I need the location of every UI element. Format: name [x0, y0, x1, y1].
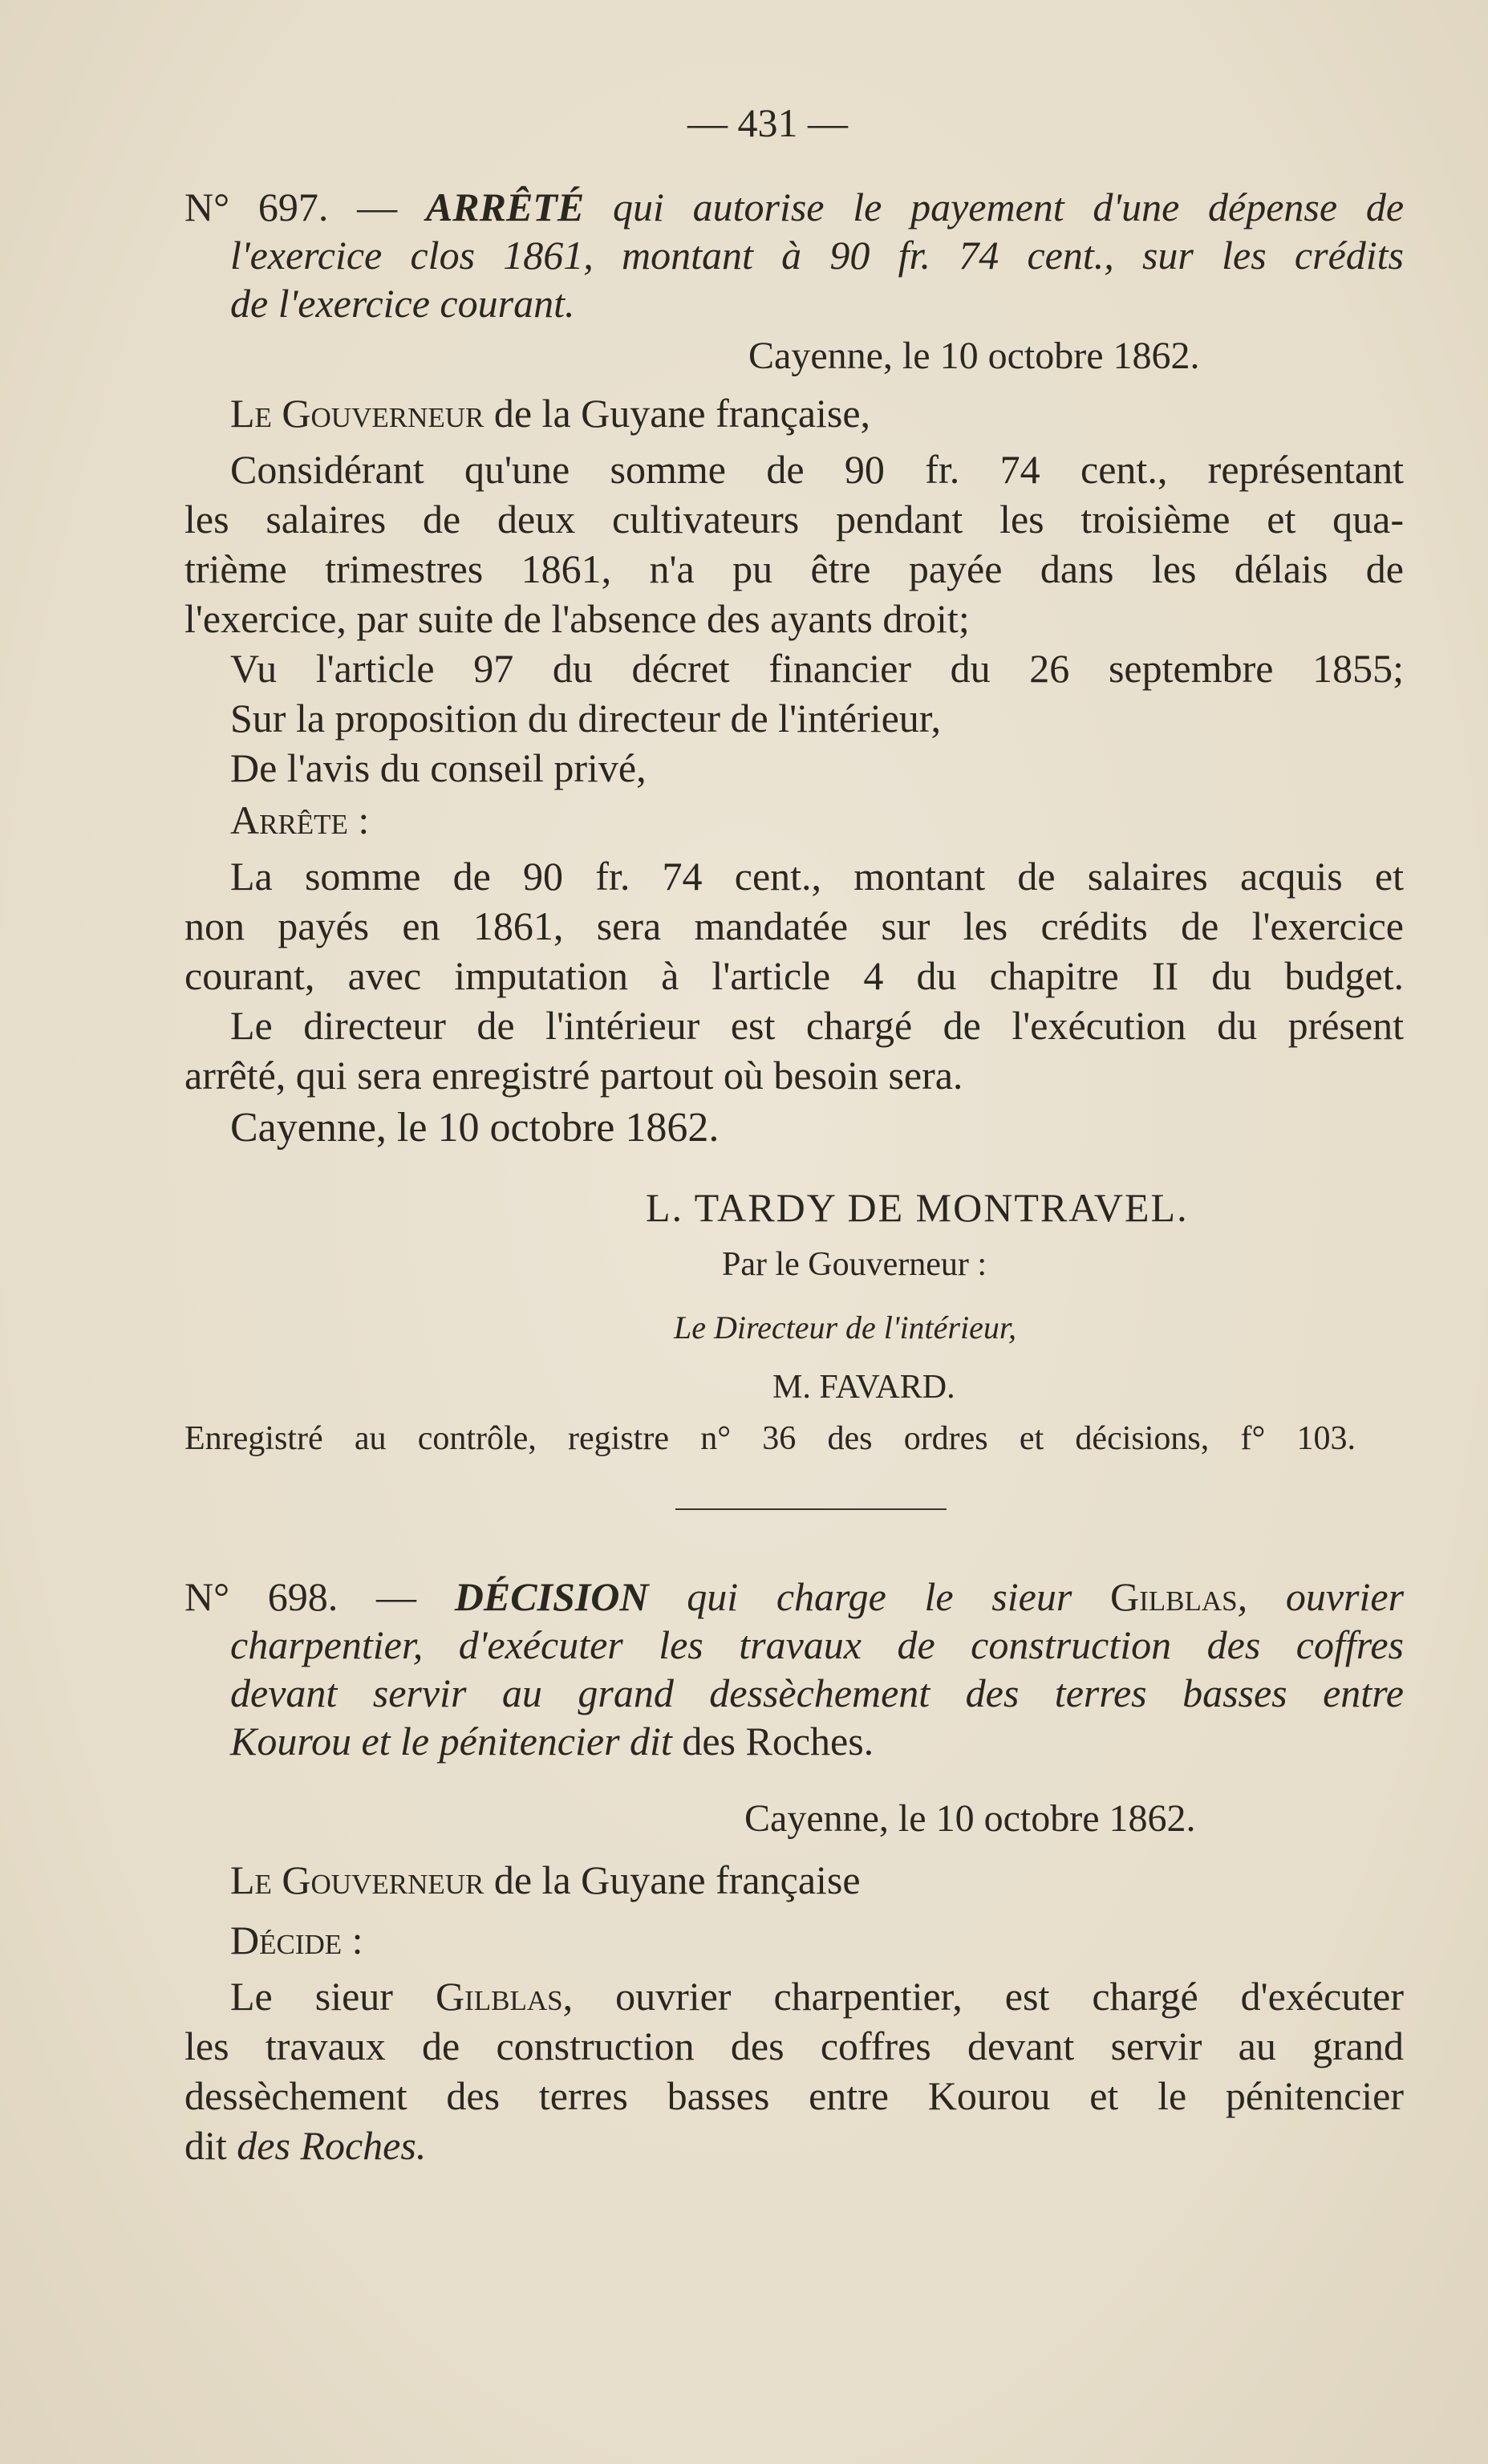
act-697-sur: Sur la proposition du directeur de l'intérieur,: [230, 696, 941, 741]
act-697-countersign: M. FAVARD.: [772, 1369, 955, 1406]
act-697-article-2: non payés en 1861, sera mandatée sur les crédits de l'exercice: [184, 903, 1404, 948]
act-697-considerant-1: Considérant qu'une somme de 90 fr. 74 cent., représentant: [230, 447, 1404, 492]
act-697-article-3: courant, avec imputation à l'article 4 du chapitre II du budget.: [184, 953, 1404, 998]
article-word: dit: [184, 2123, 227, 2168]
act-number: N° 698. —: [184, 1574, 417, 1619]
article-rest: , ouvrier charpentier, est chargé d'exécuter: [562, 1974, 1404, 2019]
act-697-vu: Vu l'article 97 du décret financier du 26 septembre 1855;: [230, 646, 1404, 691]
governor-title: Le Gouverneur: [230, 1857, 485, 1902]
act-summary-end: , ouvrier: [1237, 1574, 1405, 1619]
page-number: — 431 —: [687, 100, 848, 145]
person-name: Gilblas: [1110, 1574, 1238, 1619]
act-697-par-le-gouverneur: Par le Gouverneur :: [722, 1246, 987, 1283]
governor-rest: de la Guyane française,: [493, 391, 871, 436]
act-697-heading-line-2: l'exercice clos 1861, montant à 90 fr. 74 cent., sur les crédits: [230, 233, 1404, 278]
act-697-governor: [230, 391, 871, 436]
act-698-heading-line-2: charpentier, d'exécuter les travaux de construction des coffres: [230, 1622, 1404, 1667]
act-summary: qui charge le sieur: [687, 1574, 1072, 1619]
act-698-article-3: dessèchement des terres basses entre Kourou et le pénitencier: [184, 2073, 1404, 2118]
act-number: N° 697. —: [184, 185, 398, 229]
act-697-heading-line-3: de l'exercice courant.: [230, 281, 575, 326]
act-697-signature: L. TARDY DE MONTRAVEL.: [646, 1185, 1189, 1230]
act-697-considerant-2: les salaires de deux cultivateurs pendant les troisième et qua-: [184, 497, 1404, 542]
act-698-heading-line-1: [184, 1574, 1405, 1619]
act-698-decide: Décide :: [230, 1918, 363, 1963]
act-697-heading-line-1: [184, 187, 1404, 227]
act-697-avis: De l'avis du conseil privé,: [230, 745, 647, 790]
act-698-heading-line-4: [230, 1719, 874, 1764]
act-697-director-title: Le Directeur de l'intérieur,: [674, 1309, 1016, 1346]
governor-rest: de la Guyane française: [493, 1857, 861, 1902]
act-698-article-2: les travaux de construction des coffres devant servir au grand: [184, 2024, 1404, 2068]
act-summary: qui autorise le payement d'une dépense de: [612, 185, 1405, 229]
act-697-execution-1: Le directeur de l'intérieur est chargé de l'exécution du présent: [230, 1003, 1404, 1048]
act-type: ARRÊTÉ: [425, 185, 585, 229]
act-698-governor: [230, 1857, 861, 1902]
act-698-dateline: Cayenne, le 10 octobre 1862.: [744, 1797, 1196, 1840]
act-697-considerant-4: l'exercice, par suite de l'absence des ayants droit;: [184, 596, 970, 641]
article-start: Le sieur: [230, 1974, 393, 2019]
act-697-article-1: La somme de 90 fr. 74 cent., montant de salaires acquis et: [230, 854, 1404, 899]
section-divider: [675, 1508, 947, 1510]
governor-title: Le Gouverneur: [230, 391, 485, 436]
act-697-arrete: Arrête :: [230, 798, 370, 842]
act-697-considerant-3: trième trimestres 1861, n'a pu être payée dans les délais de: [184, 546, 1404, 591]
act-697-dateline: Cayenne, le 10 octobre 1862.: [748, 335, 1200, 377]
act-697-closing-date: Cayenne, le 10 octobre 1862.: [230, 1105, 720, 1151]
act-698-heading-line-3: devant servir au grand dessèchement des terres basses entre: [230, 1670, 1404, 1715]
act-698-article-4: [184, 2125, 426, 2166]
act-697-registration: Enregistré au contrôle, registre n° 36 des ordres et décisions, f° 103.: [184, 1420, 1356, 1457]
act-type: DÉCISION: [454, 1574, 649, 1619]
act-summary-place: des Roches.: [682, 1719, 874, 1764]
act-698-article-1: [230, 1974, 1404, 2019]
person-name: Gilblas: [435, 1974, 563, 2019]
act-summary-italic: Kourou et le pénitencier dit: [230, 1719, 672, 1764]
place-name: des Roches.: [237, 2123, 427, 2168]
act-697-execution-2: arrêté, qui sera enregistré partout où besoin sera.: [184, 1053, 963, 1098]
